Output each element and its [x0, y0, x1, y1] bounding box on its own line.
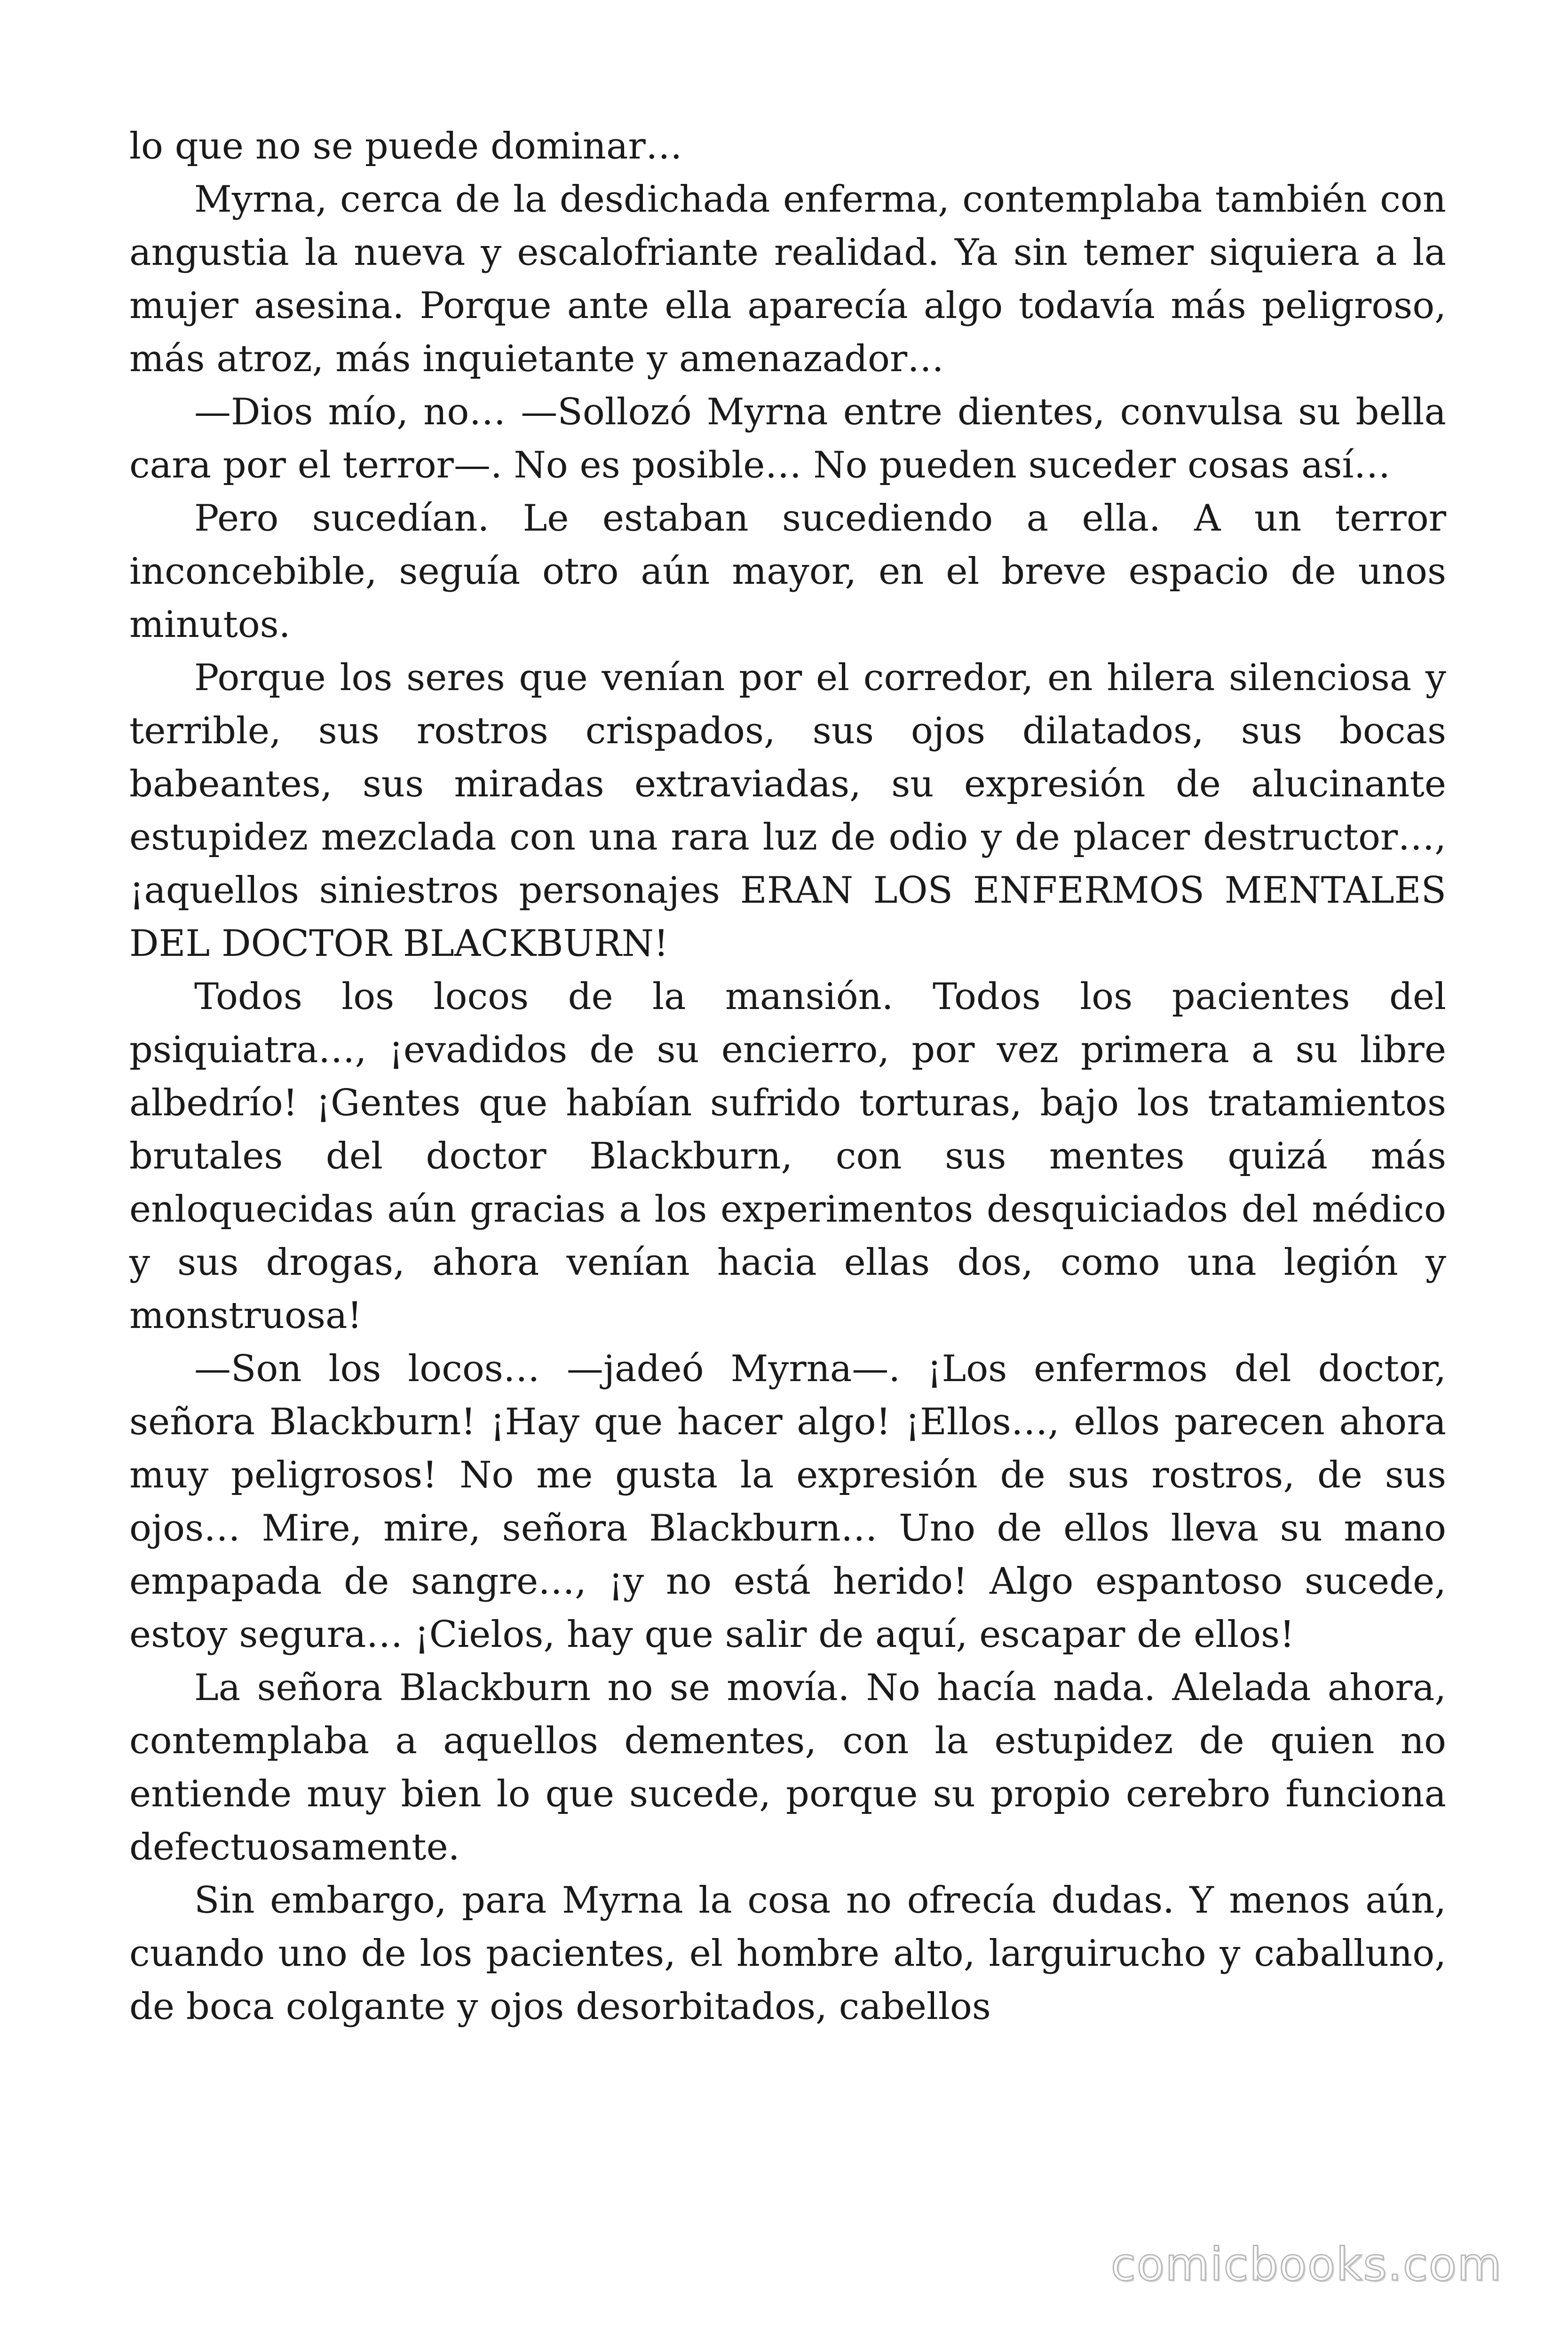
paragraph-6: Todos los locos de la mansión. Todos los pacientes del psiquiatra…, ¡evadidos de su encierro, por vez primera a su libre albedrío! ¡Gentes que habían sufrido torturas, bajo los tratamientos brutales del doctor Blackburn, con sus mentes quizá más enloquecidas aún gracias a los experimentos desquiciados del médico y sus drogas, ahora venían hacia ellas dos, como una legión y monstruosa!: [129, 976, 1446, 1337]
paragraph-7: —Son los locos… —jadeó Myrna—. ¡Los enfermos del doctor, señora Blackburn! ¡Hay que hacer algo! ¡Ellos…, ellos parecen ahora muy peligrosos! No me gusta la expresión de sus rostros, de sus ojos… Mire, mire, señora Blackburn… Uno de ellos lleva su mano empapada de sangre…, ¡y no está herido! Algo espantoso sucede, estoy segura… ¡Cielos, hay que salir de aquí, escapar de ellos!: [129, 1348, 1446, 1656]
paragraph-5: Porque los seres que venían por el corredor, en hilera silenciosa y terrible, sus rostros crispados, sus ojos dilatados, sus bocas babeantes, sus miradas extraviadas, su expresión de alucinante estupidez mezclada con una rara luz de odio y de placer destructor…, ¡aquellos siniestros personajes ERAN LOS ENFERMOS MENTALES DEL DOCTOR BLACKBURN!: [129, 657, 1446, 965]
paragraph-3: —Dios mío, no… —Sollozó Myrna entre dientes, convulsa su bella cara por el terror—. No es posible… No pueden suceder cosas así…: [129, 391, 1446, 486]
paragraph-4: Pero sucedían. Le estaban sucediendo a ella. A un terror inconcebible, seguía otro aún mayor, en el breve espacio de unos minutos.: [129, 497, 1446, 646]
paragraph-1: lo que no se puede dominar…: [129, 125, 682, 167]
paragraph-2: Myrna, cerca de la desdichada enferma, contemplaba también con angustia la nueva y escalofriante realidad. Ya sin temer siquiera a la mujer asesina. Porque ante ella aparecía algo todavía más peligroso, más atroz, más inquietante y amenazador…: [129, 178, 1446, 380]
page-body: [129, 120, 1446, 2034]
watermark-logo: comicbooks.com: [1110, 2238, 1502, 2291]
paragraph-9: Sin embargo, para Myrna la cosa no ofrecía dudas. Y menos aún, cuando uno de los pacientes, el hombre alto, larguirucho y caballuno, de boca colgante y ojos desorbitados, cabellos: [129, 1879, 1446, 2028]
paragraph-8: La señora Blackburn no se movía. No hacía nada. Alelada ahora, contemplaba a aquellos dementes, con la estupidez de quien no entiende muy bien lo que sucede, porque su propio cerebro funciona defectuosamente.: [129, 1667, 1446, 1868]
